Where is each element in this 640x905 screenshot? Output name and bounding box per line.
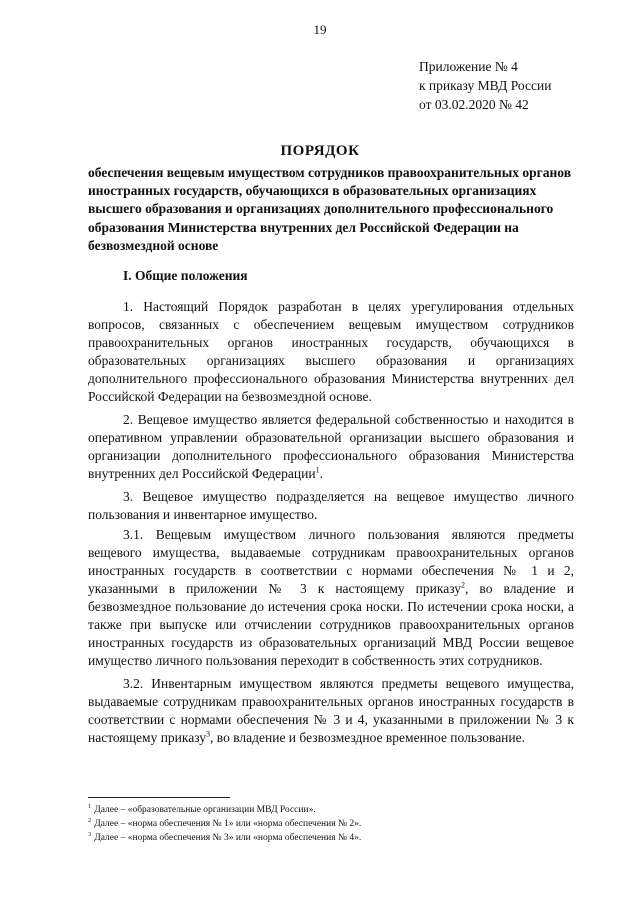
paragraph-1-text: 1. Настоящий Порядок разработан в целях урегулирования отдельных вопросов, связанных с обеспечением вещевым имуществом сотрудников правоохранительных органов иностранных государств, обучающихся в образовательных организациях высшего образования и организациях дополнительного профессионального образования Министерства внутренних дел Российской Федерации на безвозмездной основе.: [88, 299, 574, 404]
footnote-1-text: Далее – «образовательные организации МВД России».: [94, 805, 316, 815]
page-number: 19: [313, 22, 327, 37]
footnote-ref-1: 1: [315, 465, 320, 475]
paragraph-1: [88, 298, 574, 406]
footnote-divider: [88, 797, 230, 798]
appendix-line-1: Приложение № 4: [419, 59, 518, 74]
appendix-line-2: к приказу МВД России: [419, 78, 552, 93]
footnote-3: [88, 831, 361, 845]
document-title: ПОРЯДОК: [280, 143, 360, 159]
footnotes: [88, 803, 361, 845]
paragraph-3-2-text-b: , во владение и безвозмездное временное пользование.: [210, 730, 526, 745]
footnote-1: [88, 803, 361, 817]
document-subtitle: обеспечения вещевым имуществом сотрудников правоохранительных органов иностранных государств, обучающихся в образовательных организациях высшего образования и организациях дополнительного профессионального образования Министерства внутренних дел Российской Федерации на безвозмездной основе: [88, 165, 572, 253]
paragraph-3: [88, 488, 574, 524]
footnote-3-text: Далее – «норма обеспечения № 3» или «норма обеспечения № 4».: [94, 833, 362, 843]
paragraph-3-1: [88, 526, 574, 670]
document-body: [88, 298, 574, 752]
paragraph-3-1-text-a: 3.1. Вещевым имуществом личного пользования являются предметы вещевого имущества, выдаваемые сотрудникам правоохранительных органов иностранных государств в соответствии с нормами обеспечения № 1 и 2, указанными в приложении № 3 к настоящему приказу: [88, 527, 574, 596]
footnote-ref-2: 2: [461, 580, 466, 590]
footnote-2: [88, 817, 361, 831]
footnote-ref-3: 3: [206, 729, 211, 739]
paragraph-2-text: 2. Вещевое имущество является федеральной собственностью и находится в оперативном управлении образовательной организации высшего образования и организации дополнительного профессионального образования Министерства внутренних дел Российской Федерации: [88, 412, 574, 481]
paragraph-3-1-text-b: , во владение и безвозмездное пользование до истечения срока носки. По истечении срока носки, а также при выпуске или отчислении сотрудников правоохранительных органов иностранных государств из образовательных организаций МВД России вещевое имущество личного пользования переходит в собственность этих сотрудников.: [88, 581, 574, 668]
paragraph-3-2: [88, 675, 574, 747]
section-heading: I. Общие положения: [123, 268, 248, 283]
footnote-1-number: 1: [88, 802, 92, 810]
paragraph-3-text: 3. Вещевое имущество подразделяется на вещевое имущество личного пользования и инвентарное имущество.: [88, 489, 574, 522]
footnote-2-text: Далее – «норма обеспечения № 1» или «норма обеспечения № 2».: [94, 819, 362, 829]
paragraph-2-end: .: [319, 466, 323, 481]
paragraph-2: [88, 411, 574, 483]
paragraph-3-2-text-a: 3.2. Инвентарным имуществом являются предметы вещевого имущества, выдаваемые сотрудникам правоохранительных органов иностранных государств в соответствии с нормами обеспечения № 3 и 4, указанными в приложении № 3 к настоящему приказу: [88, 676, 574, 745]
appendix-line-3: от 03.02.2020 № 42: [419, 97, 529, 112]
footnote-2-number: 2: [88, 816, 92, 824]
appendix-reference: [419, 57, 551, 114]
footnote-3-number: 3: [88, 830, 92, 838]
